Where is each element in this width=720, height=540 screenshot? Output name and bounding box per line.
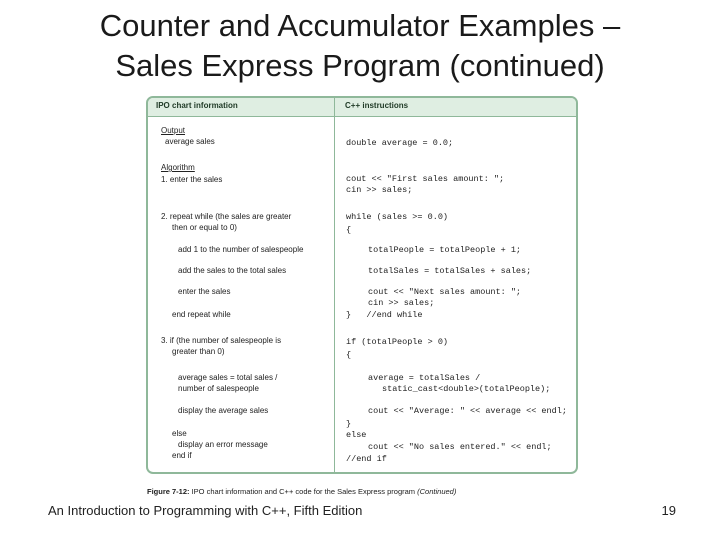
code-line: cin >> sales; — [346, 185, 413, 195]
cpp-column-header: C++ instructions — [345, 101, 409, 110]
code-line: } — [346, 419, 352, 429]
ipo-line: display the average sales — [178, 406, 269, 415]
page-number: 19 — [661, 503, 676, 518]
ipo-line: average sales = total sales / — [178, 373, 278, 382]
code-line: average = totalSales / — [368, 373, 481, 383]
ipo-figure — [146, 96, 578, 474]
ipo-line: then or equal to 0) — [172, 223, 237, 232]
code-line: while (sales >= 0.0) — [346, 212, 449, 222]
code-line: else — [346, 430, 367, 440]
ipo-line: end repeat while — [172, 310, 231, 319]
code-line: cin >> sales; — [368, 298, 435, 308]
code-line: //end if — [346, 454, 387, 464]
code-line: cout << "Average: " << average << endl; — [368, 406, 567, 416]
column-divider — [334, 98, 335, 472]
code-line: cout << "No sales entered." << endl; — [368, 442, 552, 452]
code-line: totalPeople = totalPeople + 1; — [368, 245, 522, 255]
slide-title — [0, 6, 720, 86]
ipo-line: else — [172, 429, 187, 438]
ipo-column-header: IPO chart information — [156, 101, 238, 110]
ipo-line: enter the sales — [178, 287, 231, 296]
footer-book-title: An Introduction to Programming with C++, Fifth Edition — [48, 503, 363, 518]
title-line-2: Sales Express Program (continued) — [115, 48, 605, 83]
caption-text: IPO chart information and C++ code for the Sales Express program — [189, 487, 418, 496]
title-line-1: Counter and Accumulator Examples – — [99, 8, 621, 43]
ipo-line: 2. repeat while (the sales are greater — [161, 212, 292, 221]
code-line: if (totalPeople > 0) — [346, 337, 449, 347]
code-line: { — [346, 225, 352, 235]
ipo-line: average sales — [165, 137, 215, 146]
ipo-line: 1. enter the sales — [161, 175, 223, 184]
ipo-line: number of salespeople — [178, 384, 259, 393]
ipo-line: display an error message — [178, 440, 268, 449]
ipo-line: add the sales to the total sales — [178, 266, 287, 275]
ipo-line: Output — [161, 126, 186, 135]
ipo-line: Algorithm — [161, 163, 195, 172]
ipo-line: end if — [172, 451, 192, 460]
code-line: totalSales = totalSales + sales; — [368, 266, 532, 276]
caption-label: Figure 7-12: — [147, 487, 190, 496]
code-line: } //end while — [346, 310, 423, 320]
ipo-line: add 1 to the number of salespeople — [178, 245, 304, 254]
code-line: static_cast<double>(totalPeople); — [382, 384, 551, 394]
code-line: double average = 0.0; — [346, 138, 454, 148]
ipo-line: 3. if (the number of salespeople is — [161, 336, 282, 345]
caption-suffix: (Continued) — [417, 487, 457, 496]
figure-caption — [147, 487, 456, 496]
code-line: cout << "Next sales amount: "; — [368, 287, 522, 297]
code-line: cout << "First sales amount: "; — [346, 174, 505, 184]
ipo-line: greater than 0) — [172, 347, 225, 356]
code-line: { — [346, 350, 352, 360]
